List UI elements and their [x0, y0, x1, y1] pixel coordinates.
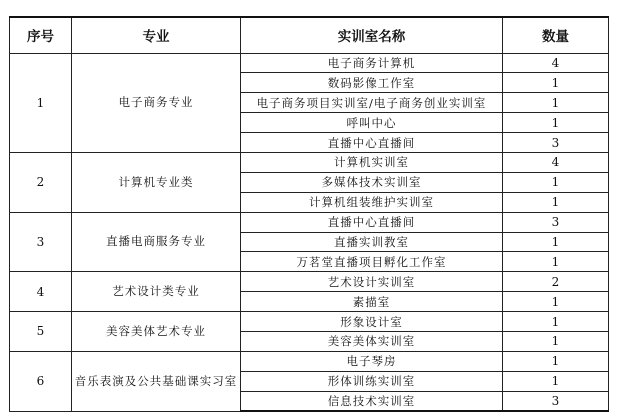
group-index-cell: 6 — [10, 351, 72, 411]
room-name-cell: 电子商务计算机 — [241, 53, 503, 73]
group-index-cell: 2 — [10, 152, 72, 212]
lab-table — [9, 16, 609, 412]
room-name-cell: 多媒体技术实训室 — [241, 172, 503, 192]
table-row — [10, 152, 609, 172]
room-count-cell: 1 — [503, 331, 609, 351]
room-name-cell: 直播实训教室 — [241, 232, 503, 252]
room-count-cell: 1 — [503, 252, 609, 272]
table-row — [10, 272, 609, 292]
major-cell: 直播电商服务专业 — [72, 212, 241, 272]
room-name-cell: 万茗堂直播项目孵化工作室 — [241, 252, 503, 272]
room-name-cell: 艺术设计实训室 — [241, 272, 503, 292]
major-cell: 电子商务专业 — [72, 53, 241, 152]
table-row — [10, 351, 609, 371]
table-body — [10, 53, 609, 411]
header-index: 序号 — [10, 17, 72, 53]
header-count: 数量 — [503, 17, 609, 53]
table-row — [10, 53, 609, 73]
major-cell: 计算机专业类 — [72, 152, 241, 212]
room-name-cell: 美容美体实训室 — [241, 331, 503, 351]
group-index-cell: 4 — [10, 272, 72, 312]
room-name-cell: 直播中心直播间 — [241, 133, 503, 153]
room-count-cell: 4 — [503, 53, 609, 73]
room-name-cell: 素描室 — [241, 292, 503, 312]
room-count-cell: 1 — [503, 192, 609, 212]
table-row — [10, 212, 609, 232]
room-count-cell: 1 — [503, 351, 609, 371]
room-name-cell: 计算机组装维护实训室 — [241, 192, 503, 212]
room-name-cell: 形象设计室 — [241, 312, 503, 332]
room-name-cell: 形体训练实训室 — [241, 371, 503, 391]
room-name-cell: 呼叫中心 — [241, 113, 503, 133]
room-name-cell: 直播中心直播间 — [241, 212, 503, 232]
room-name-cell: 计算机实训室 — [241, 152, 503, 172]
group-index-cell: 1 — [10, 53, 72, 152]
major-cell: 艺术设计类专业 — [72, 272, 241, 312]
room-count-cell: 3 — [503, 133, 609, 153]
header-major: 专业 — [72, 17, 241, 53]
room-name-cell: 电子琴房 — [241, 351, 503, 371]
room-name-cell: 数码影像工作室 — [241, 73, 503, 93]
group-index-cell: 5 — [10, 312, 72, 352]
room-count-cell: 1 — [503, 113, 609, 133]
room-name-cell: 信息技术实训室 — [241, 391, 503, 411]
room-count-cell: 3 — [503, 212, 609, 232]
header-row — [10, 17, 609, 53]
room-count-cell: 1 — [503, 172, 609, 192]
room-count-cell: 1 — [503, 371, 609, 391]
room-count-cell: 1 — [503, 93, 609, 113]
major-cell: 美容美体艺术专业 — [72, 312, 241, 352]
room-count-cell: 1 — [503, 292, 609, 312]
table-row — [10, 312, 609, 332]
room-count-cell: 1 — [503, 232, 609, 252]
room-name-cell: 电子商务项目实训室/电子商务创业实训室 — [241, 93, 503, 113]
room-count-cell: 3 — [503, 391, 609, 411]
room-count-cell: 1 — [503, 312, 609, 332]
room-count-cell: 1 — [503, 73, 609, 93]
header-room: 实训室名称 — [241, 17, 503, 53]
group-index-cell: 3 — [10, 212, 72, 272]
room-count-cell: 4 — [503, 152, 609, 172]
major-cell: 音乐表演及公共基础课实习室 — [72, 351, 241, 411]
room-count-cell: 2 — [503, 272, 609, 292]
